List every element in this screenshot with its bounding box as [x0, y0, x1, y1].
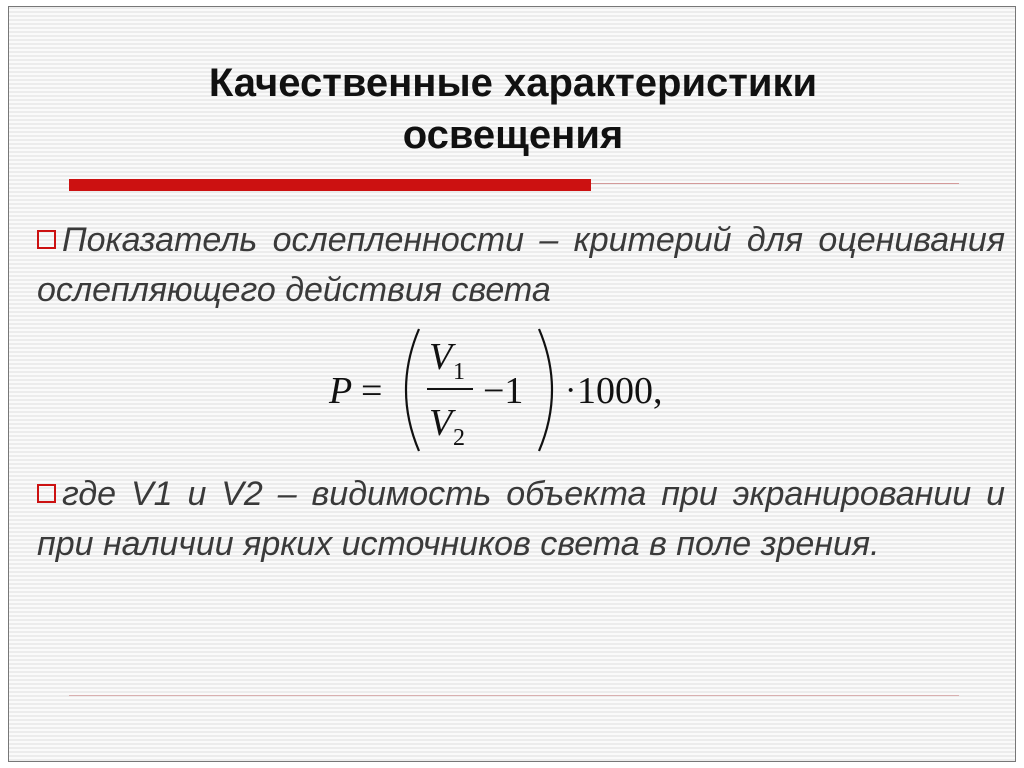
bullet-2-text: где V1 и V2 – видимость объекта при экранировании и при наличии ярких источников света в поле зрения. — [37, 475, 1005, 563]
title-line-2: освещения — [402, 113, 624, 157]
formula-numerator-var: V — [429, 336, 453, 378]
slide — [8, 6, 1016, 762]
title-line-1: Качественные характеристики — [208, 61, 818, 105]
formula-minus-one: −1 — [483, 370, 524, 412]
formula — [327, 325, 707, 455]
square-bullet-icon — [37, 484, 56, 503]
formula-factor: 1000, — [577, 370, 663, 412]
footer-line — [69, 695, 959, 696]
right-paren — [539, 329, 552, 451]
title-underline-thin — [591, 183, 959, 184]
formula-svg — [327, 325, 707, 455]
left-paren — [406, 329, 419, 451]
formula-numerator-sub: 1 — [453, 359, 465, 385]
title-underline-red — [69, 179, 591, 191]
bullet-1-text: Показатель ослепленности – критерий для оценивания ослепляющего действия света — [37, 221, 1005, 309]
formula-denominator-sub: 2 — [453, 425, 465, 451]
formula-lhs: P — [329, 370, 353, 412]
formula-denominator-var: V — [429, 402, 453, 444]
slide-title — [9, 57, 1017, 161]
bullet-item-2 — [37, 469, 1005, 569]
bullet-item-1 — [37, 215, 1005, 315]
formula-equals: = — [361, 370, 383, 412]
formula-times: · — [565, 372, 577, 409]
square-bullet-icon — [37, 230, 56, 249]
